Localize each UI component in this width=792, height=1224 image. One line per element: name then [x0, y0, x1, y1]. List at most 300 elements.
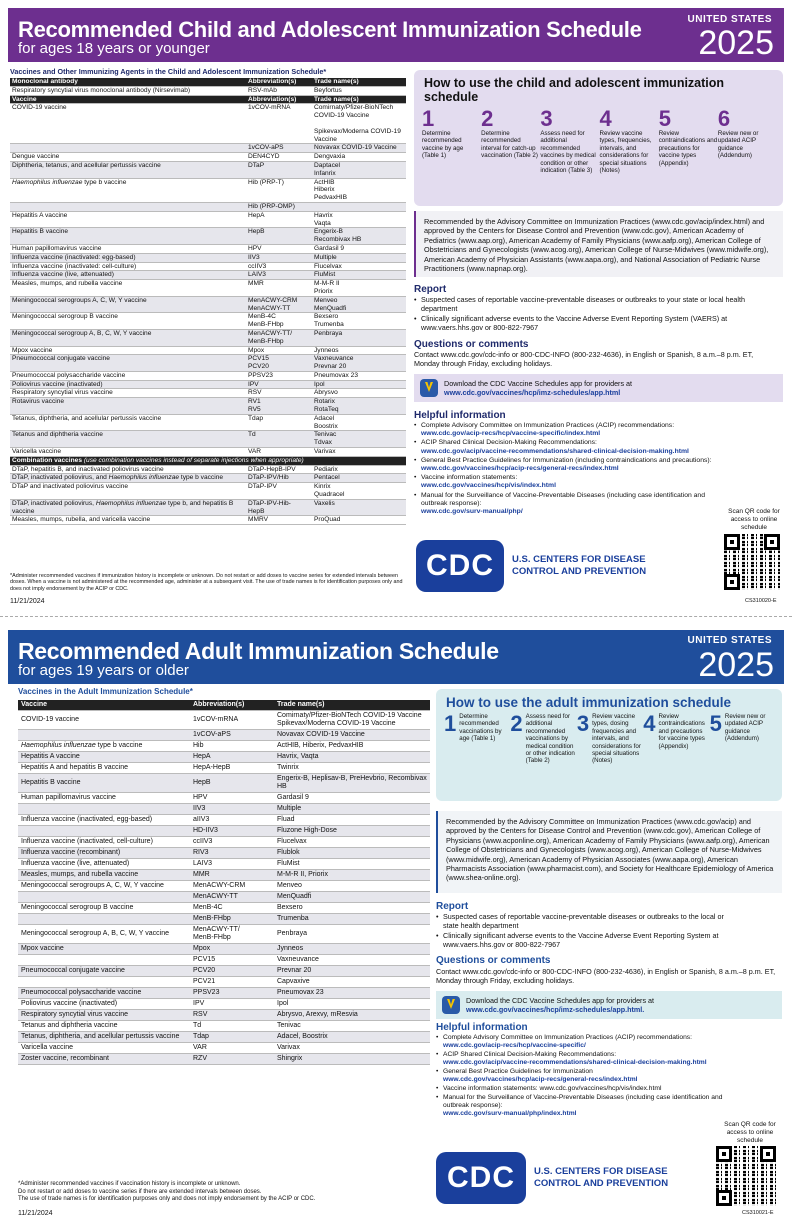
combination-note: (use combination vaccines instead of separate injections when appropriate): [82, 456, 304, 464]
table-cell: Vaxelis: [312, 499, 406, 516]
table-row: [10, 414, 406, 431]
helpful-link[interactable]: www.cdc.gov/acip/vaccine-recommendations/shared-clinical-decision-making.html: [443, 1059, 707, 1066]
child-how-to-box: [414, 70, 783, 206]
table-cell: Menveo: [274, 881, 430, 892]
table-cell: Measles, mumps, and rubella vaccine: [18, 870, 190, 881]
cdc-logo-icon: CDC: [416, 540, 504, 592]
list-item: [436, 1034, 736, 1050]
child-footnote: *Administer recommended vaccines if immunization history is incomplete or unknown. Do not restart or add doses to vaccine series for extended intervals between doses. When a vaccine is not administered at the recommended age, administer at a subsequent visit. The use of trade names is for identification purposes only and does not imply endorsement by the ACIP or CDC.: [10, 573, 403, 592]
step-5: [710, 713, 776, 765]
adult-year: 2025: [698, 646, 774, 684]
table-cell: Hib: [190, 741, 274, 752]
table-cell: Poliovirus vaccine (inactivated): [10, 380, 246, 389]
table-cell: Pneumovax 23: [274, 988, 430, 999]
cdc-name-line1: U.S. CENTERS FOR DISEASE: [512, 554, 646, 565]
table-cell: Mpox vaccine: [18, 944, 190, 955]
table-cell: Mpox: [246, 346, 312, 355]
table-cell: Td: [246, 431, 312, 448]
child-steps: [422, 108, 777, 174]
adult-app-link[interactable]: www.cdc.gov/vaccines/hcp/imz-schedules/app.html.: [466, 1005, 645, 1014]
table-cell: Kinrix Quadracel: [312, 483, 406, 500]
organism-name: Haemophilus influenzae: [108, 474, 180, 482]
cdc-logo-icon: CDC: [436, 1152, 526, 1204]
column-header: Abbreviation(s): [246, 95, 312, 104]
table-cell: Vaxneuvance: [274, 955, 430, 966]
table-row: [10, 346, 406, 355]
table-cell: Comirnaty/Pfizer-BioNTech COVID-19 Vaccine Spikevax/Moderna COVID-19 Vaccine: [312, 104, 406, 144]
table-cell: Tetanus and diphtheria vaccine: [10, 431, 246, 448]
table-cell: Tetanus, diphtheria, and acellular pertussis vaccine: [10, 414, 246, 431]
column-header: Trade name(s): [312, 78, 406, 86]
table-cell: Varicella vaccine: [10, 448, 246, 457]
table-row: [18, 711, 430, 730]
table-cell: Rotarix RotaTeq: [312, 398, 406, 415]
helpful-link[interactable]: www.cdc.gov/acip/vaccine-recommendations/shared-clinical-decision-making.html: [421, 447, 689, 455]
table-row: [18, 804, 430, 815]
step-number: 5: [709, 711, 722, 736]
helpful-label: ACIP Shared Clinical Decision-Making Recommendations:: [443, 1051, 617, 1058]
table-cell: Varivax: [312, 448, 406, 457]
table-row: [18, 944, 430, 955]
table-cell: Havrix, Vaqta: [274, 752, 430, 763]
child-title-bar: [8, 8, 784, 62]
child-report-title: Report: [414, 284, 447, 295]
table-cell: Ipol: [274, 999, 430, 1010]
table-cell: Influenza vaccine (live, attenuated): [18, 859, 190, 870]
list-item: • Clinically significant adverse events to the Vaccine Adverse Event Reporting System (VAERS) at www.vaers.hhs.gov or 800-822-7967: [414, 314, 774, 332]
cdc-name-line2: CONTROL AND PREVENTION: [534, 1178, 669, 1189]
step-number: 5: [658, 106, 671, 131]
table-cell: IPV: [190, 999, 274, 1010]
table-row: [18, 999, 430, 1010]
list-item: • Suspected cases of reportable vaccine-preventable diseases or outbreaks to your state or local health department: [414, 295, 774, 313]
step-5: [659, 108, 718, 174]
table-cell: Influenza vaccine (inactivated, cell-culture): [18, 837, 190, 848]
table-cell: Tetanus and diphtheria vaccine: [18, 1021, 190, 1032]
step-text: Determine recommended vaccine by age (Table 1): [422, 130, 464, 160]
child-questions-text: Contact www.cdc.gov/cdc-info or 800-CDC-INFO (800-232-4636), in English or Spanish, 8 a.m.–8 p.m. ET, Monday through Friday, excluding holidays.: [414, 350, 754, 368]
table-cell: Hepatitis A and hepatitis B vaccine: [18, 763, 190, 774]
table-row: [10, 271, 406, 280]
child-title: Recommended Child and Adolescent Immunization Schedule: [18, 17, 642, 42]
table-cell: Beyfortus: [312, 86, 406, 95]
child-app-text: Download the CDC Vaccine Schedules app for providers at: [444, 379, 633, 388]
table-row: [18, 1054, 430, 1065]
table-cell: HPV: [190, 793, 274, 804]
combination-header: [10, 456, 406, 465]
child-app-link[interactable]: www.cdc.gov/vaccines/hcp/imz-schedules/app.html: [444, 388, 621, 397]
table-cell: Haemophilus influenzae type b vaccine: [18, 741, 190, 752]
child-recommended-by: Recommended by the Advisory Committee on Immunization Practices (www.cdc.gov/acip/index.html) and approved by the Centers for Disease Control and Prevention (www.cdc.gov), American Academy of Pediatrics (www.aap.org), American Academy of Family Physicians (www.aafp.org), American College of Obstetricians and Gynecologists (www.acog.org), American College of Nurse-Midwives (www.midwife.org), American Academy of Physician Assistants (www.aapa.org), and National Association of Pediatric Nurse Practitioners (www.napnap.org).: [414, 211, 783, 277]
table-cell: Pneumovax 23: [312, 371, 406, 380]
table-row: [10, 329, 406, 346]
table-cell: Meningococcal serogroup A, B, C, W, Y vaccine: [10, 329, 246, 346]
column-header: Monoclonal antibody: [10, 78, 246, 86]
table-row: [18, 881, 430, 892]
table-row: [10, 144, 406, 153]
table-cell: PCV15: [190, 955, 274, 966]
table-cell: Measles, mumps, rubella, and varicella vaccine: [10, 516, 246, 525]
helpful-link[interactable]: www.cdc.gov/vaccines/hcp/vis/index.html: [421, 482, 556, 490]
table-cell: Rotavirus vaccine: [10, 398, 246, 415]
table-cell: Hib (PRP-T): [246, 178, 312, 202]
table-row: [10, 499, 406, 516]
table-cell: [18, 914, 190, 925]
table-cell: Human papillomavirus vaccine: [10, 244, 246, 253]
table-cell: Influenza vaccine (recombinant): [18, 848, 190, 859]
step-4: [643, 713, 709, 765]
table-row: [10, 474, 406, 483]
table-cell: Meningococcal serogroups A, C, W, Y vaccine: [10, 296, 246, 313]
list-item: [414, 439, 724, 455]
app-icon: [442, 996, 460, 1014]
step-number: 2: [481, 106, 494, 131]
step-6: [718, 108, 777, 174]
adult-questions-title: Questions or comments: [436, 955, 551, 966]
table-cell: [312, 202, 406, 211]
step-2: [510, 713, 576, 765]
table-row: [10, 86, 406, 95]
list-item: [414, 422, 724, 438]
table-row: [10, 398, 406, 415]
table-cell: DTaP, inactivated poliovirus, Haemophilus influenzae type b, and hepatitis B vaccine: [10, 499, 246, 516]
table-row: [10, 178, 406, 202]
adult-report-list: [436, 912, 736, 950]
table-cell: Zoster vaccine, recombinant: [18, 1054, 190, 1065]
table-row: [18, 955, 430, 966]
table-header-row: [18, 700, 430, 711]
table-cell: Respiratory syncytial virus vaccine: [18, 1010, 190, 1021]
adult-qr-code-icon[interactable]: [716, 1146, 776, 1206]
table-cell: Varicella vaccine: [18, 1043, 190, 1054]
table-cell: HepA: [190, 752, 274, 763]
list-item: • Clinically significant adverse events to the Vaccine Adverse Event Reporting System at www.vaers.hhs.gov or 800-822-7967: [436, 931, 736, 949]
table-cell: DTaP-IPV: [246, 483, 312, 500]
table-cell: Bexsero Trumenba: [312, 313, 406, 330]
step-text: Review contraindications and precautions for vaccine types (Appendix): [658, 713, 705, 750]
step-text: Review vaccine types, frequencies, intervals, and considerations for special situations (Notes): [599, 130, 652, 175]
table-cell: VAR: [190, 1043, 274, 1054]
table-cell: Respiratory syncytial virus monoclonal antibody (Nirsevimab): [10, 86, 246, 95]
table-cell: MenACWY-TT: [190, 892, 274, 903]
table-cell: IPV: [246, 380, 312, 389]
table-cell: Hepatitis B vaccine: [18, 774, 190, 793]
table-row: [18, 925, 430, 944]
column-header: Vaccine: [18, 700, 190, 711]
table-cell: COVID-19 vaccine: [10, 104, 246, 144]
column-header: Trade name(s): [274, 700, 430, 711]
table-cell: Bexsero: [274, 903, 430, 914]
child-questions-title: Questions or comments: [414, 339, 529, 350]
table-row: [18, 859, 430, 870]
table-cell: Multiple: [312, 253, 406, 262]
child-vaccine-table: [10, 78, 406, 525]
table-cell: Influenza vaccine (inactivated, egg-based): [18, 815, 190, 826]
table-cell: DTaP-IPV-Hib- HepB: [246, 499, 312, 516]
table-cell: Mpox: [190, 944, 274, 955]
table-cell: MenB-FHbp: [190, 914, 274, 925]
table-cell: Engerix-B, Heplisav-B, PreHevbrio, Recombivax HB: [274, 774, 430, 793]
table-cell: Influenza vaccine (live, attenuated): [10, 271, 246, 280]
list-item: [436, 1051, 736, 1067]
table-cell: Adacel, Boostrix: [274, 1032, 430, 1043]
child-doc-code: CS310020-E: [745, 598, 777, 604]
table-row: [10, 431, 406, 448]
step-2: [481, 108, 540, 174]
table-cell: Twinrix: [274, 763, 430, 774]
table-row: [18, 815, 430, 826]
table-cell: FluMist: [274, 859, 430, 870]
table-row: [18, 837, 430, 848]
step-number: 4: [599, 106, 612, 131]
table-cell: Pneumococcal conjugate vaccine: [18, 966, 190, 977]
step-number: 1: [422, 106, 435, 131]
child-qr-code-icon[interactable]: [724, 534, 780, 590]
step-4: [600, 108, 659, 174]
table-cell: 1vCOV-mRNA: [246, 104, 312, 144]
table-row: [18, 1043, 430, 1054]
table-row: [10, 202, 406, 211]
list-item: [436, 1068, 736, 1084]
adult-recommended-by: Recommended by the Advisory Committee on Immunization Practices (www.cdc.gov/acip) and approved by the Centers for Disease Control and Prevention (www.cdc.gov), American College of Physicians (www.acponline.org), American Academy of Family Physicians (www.aafp.org), American College of Obstetricians and Gynecologists (www.acog.org), American College of Nurse-Midwives (www.midwife.org), American Academy of Physician Associates (www.aapa.org), American Pharmacists Association (www.pharmacist.com), and Society for Healthcare Epidemiology of America (www.shea-online.org).: [436, 811, 782, 893]
table-cell: Abrysvo: [312, 389, 406, 398]
table-cell: M-M-R II, Priorix: [274, 870, 430, 881]
helpful-label: Vaccine information statements:: [421, 474, 518, 482]
child-how-to-title: How to use the child and adolescent immunization schedule: [424, 76, 725, 104]
table-row: [18, 752, 430, 763]
table-row: [10, 280, 406, 297]
table-cell: Hepatitis B vaccine: [10, 228, 246, 245]
table-cell: PPSV23: [246, 371, 312, 380]
table-cell: [18, 977, 190, 988]
adult-title: Recommended Adult Immunization Schedule: [18, 638, 499, 664]
table-row: [18, 763, 430, 774]
step-3: [577, 713, 643, 765]
table-cell: DEN4CYD: [246, 153, 312, 162]
table-cell: Influenza vaccine (inactivated: cell-culture): [10, 262, 246, 271]
step-1: [422, 108, 481, 174]
adult-steps: [444, 713, 776, 765]
table-row: [10, 465, 406, 474]
child-report-list: [414, 295, 774, 333]
table-cell: RZV: [190, 1054, 274, 1065]
table-row: [18, 1021, 430, 1032]
step-text: Review contraindications and precautions for vaccine types (Appendix): [658, 130, 718, 167]
table-row: [18, 793, 430, 804]
adult-subtitle: for ages 19 years or older: [18, 662, 189, 679]
helpful-link[interactable]: www.cdc.gov/surv-manual/php/index.html: [443, 1110, 577, 1117]
helpful-label: General Best Practice Guidelines for Immunization: [443, 1068, 593, 1075]
table-cell: Meningococcal serogroup B vaccine: [10, 313, 246, 330]
table-cell: Jynneos: [312, 346, 406, 355]
step-number: 2: [510, 711, 523, 736]
table-cell: Varivax: [274, 1043, 430, 1054]
column-header: Abbreviation(s): [190, 700, 274, 711]
cdc-name-line2: CONTROL AND PREVENTION: [512, 566, 647, 577]
table-row: [18, 903, 430, 914]
table-cell: Pentacel: [312, 474, 406, 483]
step-number: 6: [717, 106, 731, 131]
column-header: Vaccine: [10, 95, 246, 104]
table-cell: Daptacel Infanrix: [312, 161, 406, 178]
adult-table-title: Vaccines in the Adult Immunization Schedule*: [18, 687, 193, 696]
table-cell: Respiratory syncytial virus vaccine: [10, 389, 246, 398]
step-text: Assess need for additional recommended vaccinations by medical condition or other indication (Table 2): [525, 713, 575, 765]
table-cell: VAR: [246, 448, 312, 457]
list-item: [414, 474, 724, 490]
helpful-link[interactable]: www.cdc.gov/surv-manual/php/: [421, 508, 523, 516]
table-cell: MenACWY-TT/ MenB-FHbp: [190, 925, 274, 944]
list-item: [436, 1085, 736, 1093]
table-cell: Influenza vaccine (inactivated: egg-based): [10, 253, 246, 262]
table-cell: Prevnar 20: [274, 966, 430, 977]
helpful-label: General Best Practice Guidelines for Immunization (including contraindications and precautions):: [421, 456, 712, 464]
table-cell: HepB: [246, 228, 312, 245]
table-cell: Hepatitis A vaccine: [18, 752, 190, 763]
child-date: 11/21/2024: [10, 598, 45, 605]
table-row: [10, 228, 406, 245]
table-cell: MenACWY-CRM MenACWY-TT: [246, 296, 312, 313]
table-row: [18, 1032, 430, 1043]
table-cell: LAIV3: [190, 859, 274, 870]
helpful-label: Manual for the Surveillance of Vaccine-Preventable Diseases (including case identification and outbreak response):: [443, 1094, 723, 1109]
list-item: [414, 457, 724, 473]
child-country: UNITED STATES: [687, 14, 772, 25]
adult-footnote: *Administer recommended vaccines if vaccination history is incomplete or unknown. Do not restart or add doses to vaccine series if there are extended intervals between doses. The use of trade names is for identification purposes only and does not imply endorsement by the ACIP or CDC.: [18, 1181, 316, 1202]
table-row: [18, 774, 430, 793]
adult-helpful-list: [436, 1034, 736, 1119]
table-cell: Novavax COVID-19 Vaccine: [312, 144, 406, 153]
child-app-box: [414, 374, 783, 402]
adult-doc-code: CS310021-E: [742, 1210, 774, 1216]
step-number: 1: [444, 711, 457, 736]
table-row: [10, 262, 406, 271]
table-cell: [18, 826, 190, 837]
table-cell: Dengue vaccine: [10, 153, 246, 162]
table-row: [18, 977, 430, 988]
table-cell: DTaP, hepatitis B, and inactivated poliovirus vaccine: [10, 465, 246, 474]
adult-country: UNITED STATES: [687, 635, 772, 646]
step-text: Determine recommended vaccinations by age (Table 1): [459, 713, 502, 743]
table-cell: Novavax COVID-19 Vaccine: [274, 730, 430, 741]
table-cell: DTaP-HepB-IPV: [246, 465, 312, 474]
table-cell: Pneumococcal polysaccharide vaccine: [18, 988, 190, 999]
child-year: 2025: [698, 24, 774, 62]
table-cell: COVID-19 vaccine: [18, 711, 190, 730]
table-cell: DTaP: [246, 161, 312, 178]
organism-name: Haemophilus influenzae: [21, 742, 96, 749]
table-cell: PCV20: [190, 966, 274, 977]
table-cell: HepB: [190, 774, 274, 793]
table-cell: MenACWY-TT/ MenB-FHbp: [246, 329, 312, 346]
table-header-row: [10, 95, 406, 104]
table-cell: MenQuadfi: [274, 892, 430, 903]
adult-app-box: [436, 991, 782, 1019]
column-header: Abbreviation(s): [246, 78, 312, 86]
child-cdc-logo: [416, 540, 646, 592]
table-cell: Shingrix: [274, 1054, 430, 1065]
table-cell: MenB-4C MenB-FHbp: [246, 313, 312, 330]
table-cell: RSV: [246, 389, 312, 398]
table-cell: ProQuad: [312, 516, 406, 525]
table-row: [18, 848, 430, 859]
table-row: [10, 296, 406, 313]
helpful-link[interactable]: www.cdc.gov/acip-recs/hcp/vaccine-specific/index.html: [421, 430, 601, 438]
table-cell: Poliovirus vaccine (inactivated): [18, 999, 190, 1010]
table-cell: Multiple: [274, 804, 430, 815]
table-cell: ActHIB Hiberix PedvaxHIB: [312, 178, 406, 202]
adult-questions-text: Contact www.cdc.gov/cdc-info or 800-CDC-INFO (800-232-4636), in English or Spanish, 8 a.m.–8 p.m. ET, Monday through Friday, excluding holidays.: [436, 967, 776, 985]
table-cell: [18, 892, 190, 903]
table-cell: ccIIV3: [190, 837, 274, 848]
child-qr-caption: Scan QR code for access to online schedule: [728, 508, 780, 531]
table-cell: Hepatitis A vaccine: [10, 211, 246, 228]
table-cell: PCV15 PCV20: [246, 355, 312, 372]
table-cell: DTaP and inactivated poliovirus vaccine: [10, 483, 246, 500]
combination-header-row: [10, 456, 406, 465]
helpful-link[interactable]: www.cdc.gov/vaccines/hcp/acip-recs/general-recs/index.html: [421, 465, 619, 473]
table-cell: 1vCOV-aPS: [246, 144, 312, 153]
adult-date: 11/21/2024: [18, 1210, 53, 1217]
list-item: [414, 492, 724, 517]
table-cell: Tetanus, diphtheria, and acellular pertussis vaccine: [18, 1032, 190, 1043]
step-number: 3: [576, 711, 590, 736]
organism-name: Haemophilus influenzae: [12, 178, 83, 186]
table-cell: HPV: [246, 244, 312, 253]
table-row: [10, 371, 406, 380]
table-row: [18, 966, 430, 977]
helpful-label: Vaccine information statements: www.cdc.gov/vaccines/hcp/vis/index.html: [443, 1085, 662, 1092]
table-cell: Fluzone High-Dose: [274, 826, 430, 837]
table-row: [18, 892, 430, 903]
table-cell: IIV3: [246, 253, 312, 262]
table-cell: Pneumococcal polysaccharide vaccine: [10, 371, 246, 380]
table-row: [18, 730, 430, 741]
table-cell: Td: [190, 1021, 274, 1032]
adult-helpful-title: Helpful information: [436, 1022, 528, 1033]
table-cell: Adacel Boostrix: [312, 414, 406, 431]
table-cell: Human papillomavirus vaccine: [18, 793, 190, 804]
child-subtitle: for ages 18 years or younger: [18, 40, 210, 57]
helpful-link[interactable]: www.cdc.gov/vaccines/hcp/acip-recs/general-recs/index.html: [443, 1076, 638, 1083]
table-cell: MenACWY-CRM: [190, 881, 274, 892]
table-cell: Capvaxive: [274, 977, 430, 988]
list-item: • Suspected cases of reportable vaccine-preventable diseases or outbreaks to the local or state health department: [436, 912, 736, 930]
table-row: [10, 380, 406, 389]
table-cell: aIIV3: [190, 815, 274, 826]
adult-app-text: Download the CDC Vaccine Schedules app for providers at: [466, 996, 655, 1005]
table-row: [10, 355, 406, 372]
table-cell: HepA-HepB: [190, 763, 274, 774]
table-row: [10, 211, 406, 228]
step-text: Determine recommended interval for catch-up vaccination (Table 2): [481, 130, 538, 160]
helpful-link[interactable]: www.cdc.gov/acip-recs/hcp/vaccine-specific/: [443, 1042, 586, 1049]
table-row: [10, 244, 406, 253]
table-cell: DTaP-IPV/Hib: [246, 474, 312, 483]
table-cell: Flublok: [274, 848, 430, 859]
table-cell: Tenivac: [274, 1021, 430, 1032]
table-cell: Meningococcal serogroups A, C, W, Y vaccine: [18, 881, 190, 892]
child-helpful-title: Helpful information: [414, 410, 506, 421]
table-row: [18, 914, 430, 925]
table-cell: [10, 144, 246, 153]
helpful-label: Complete Advisory Committee on Immunization Practices (ACIP) recommendations:: [443, 1034, 693, 1041]
table-cell: Trumenba: [274, 914, 430, 925]
table-row: [18, 741, 430, 752]
table-cell: IIV3: [190, 804, 274, 815]
table-cell: LAIV3: [246, 271, 312, 280]
adult-vaccine-table: [18, 700, 430, 1065]
